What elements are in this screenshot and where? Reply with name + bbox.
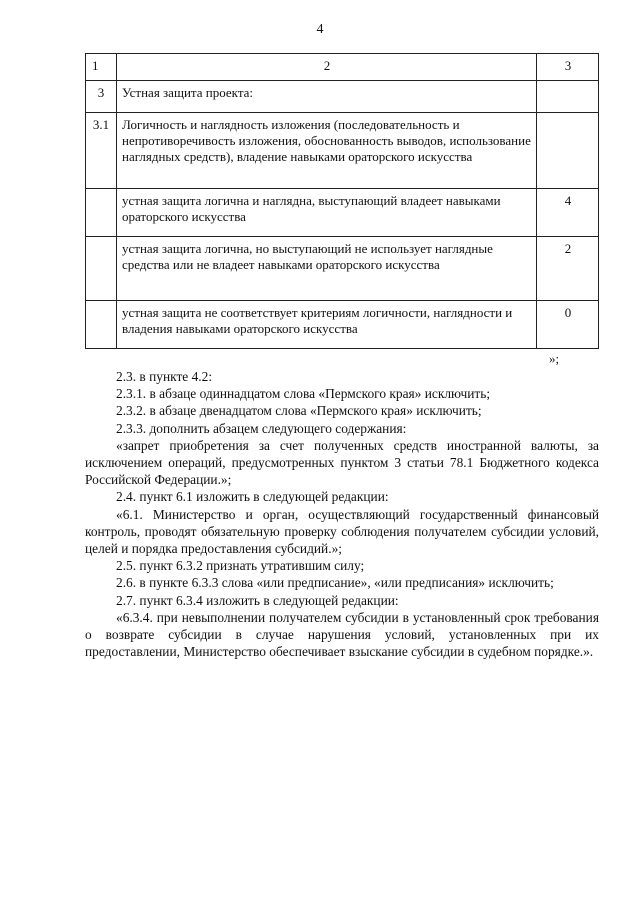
table-row [86,237,599,301]
row-score: 2 [537,237,599,301]
paragraph: 2.5. пункт 6.3.2 признать утратившим силу; [116,558,365,574]
paragraph: «6.3.4. при невыполнении получателем субсидии в установленный срок требования о возврате субсидии в случае нарушения условий, установленных при их предоставлении, Министерство обеспечивает взыскание субсидии в судебном порядке.». [85,609,599,660]
table-row [86,189,599,237]
closing-quote: »; [549,351,560,366]
row-number [86,301,117,349]
row-text: Логичность и наглядность изложения (последовательность и непротиворечивость изложения, обоснованность выводов, использование наглядных средств), владение навыками ораторского искусства [117,113,537,189]
table-row [86,113,599,189]
page-number: 4 [316,22,324,37]
header-cell-1: 1 [86,54,117,81]
criteria-table [85,53,599,349]
paragraph: 2.7. пункт 6.3.4 изложить в следующей редакции: [116,592,399,608]
paragraph: 2.4. пункт 6.1 изложить в следующей редакции: [116,489,389,505]
row-text: устная защита логична, но выступающий не использует наглядные средства или не владеет навыками ораторского искусства [117,237,537,301]
row-text: Устная защита проекта: [117,81,537,113]
row-number [86,189,117,237]
table-header-row [86,54,599,81]
row-score [537,113,599,189]
table-row [86,81,599,113]
paragraph: «запрет приобретения за счет полученных средств иностранной валюты, за исключением операций, предусмотренных пунктом 3 статьи 78.1 Бюджетного кодекса Российской Федерации.»; [85,437,599,488]
row-text: устная защита логична и наглядна, выступающий владеет навыками ораторского искусства [117,189,537,237]
paragraph: 2.3.1. в абзаце одиннадцатом слова «Пермского края» исключить; [116,386,491,402]
paragraph: 2.3.3. дополнить абзацем следующего содержания: [116,420,407,436]
row-score: 0 [537,301,599,349]
row-number: 3 [86,81,117,113]
paragraph: 2.3. в пункте 4.2: [116,369,213,384]
header-cell-2: 2 [117,54,537,81]
paragraph: 2.3.2. в абзаце двенадцатом слова «Пермского края» исключить; [116,403,482,419]
paragraph: 2.6. в пункте 6.3.3 слова «или предписание», «или предписания» исключить; [116,575,554,591]
amendment-text [85,368,599,660]
row-number [86,237,117,301]
row-number: 3.1 [86,113,117,189]
header-cell-3: 3 [537,54,599,81]
row-score: 4 [537,189,599,237]
row-score [537,81,599,113]
paragraph: «6.1. Министерство и орган, осуществляющий государственный финансовый контроль, проводят обязательную проверку соблюдения получателем субсидии условий, целей и порядка предоставления субсидий.»; [85,506,599,557]
table-row [86,301,599,349]
row-text: устная защита не соответствует критериям логичности, наглядности и владения навыками ораторского искусства [117,301,537,349]
